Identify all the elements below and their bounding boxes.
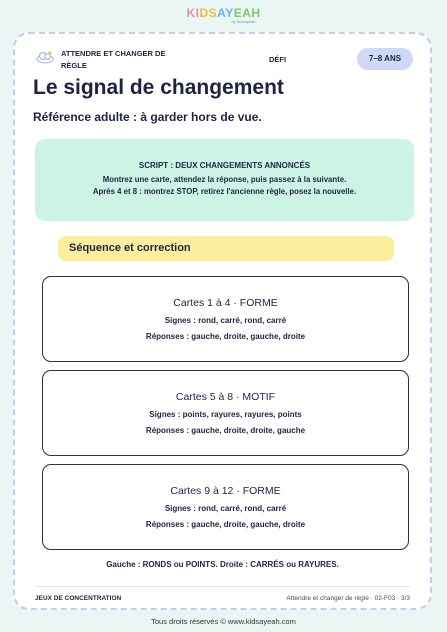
page-title: Le signal de changement	[33, 76, 284, 99]
answer-legend: Gauche : RONDS ou POINTS. Droite : CARRÉS ou RAYURES.	[106, 560, 339, 569]
card-signs: Signes : points, rayures, rayures, points	[149, 410, 302, 419]
brand-logo-part: EAH	[233, 6, 261, 20]
worksheet	[13, 32, 432, 610]
sequence-card-2	[42, 370, 409, 456]
script-line: Après 4 et 8 : montrez STOP, retirez l'ancienne règle, posez la nouvelle.	[92, 187, 357, 196]
card-title: Cartes 1 à 4 · FORME	[173, 297, 278, 309]
age-badge: 7–8 ANS	[357, 48, 413, 70]
section-title: Séquence et correction	[58, 236, 394, 261]
card-signs: Signes : rond, carré, rond, carré	[164, 504, 287, 513]
card-answers: Réponses : gauche, droite, gauche, droite	[145, 332, 306, 341]
script-title: SCRIPT : DEUX CHANGEMENTS ANNONCÉS	[138, 161, 311, 170]
header-type: DÉFI	[269, 55, 287, 64]
copyright: Tous droits réservés © www.kidsayeah.com	[151, 617, 296, 626]
brand-logo-part: AY	[217, 6, 234, 20]
brand-logo-part: DS	[199, 6, 218, 20]
sequence-card-1	[42, 276, 409, 362]
header-theme: ATTENDRE ET CHANGER DE RÈGLE	[61, 49, 166, 70]
page-subtitle: Référence adulte : à garder hors de vue.	[33, 110, 262, 124]
brand-logo	[0, 6, 447, 24]
script-line: Montrez une carte, attendez la réponse, puis passez à la suivante.	[102, 175, 347, 184]
footer-reference: Attendre et changer de règle · 02-F03 · 3/3	[286, 595, 410, 602]
script-box	[35, 139, 414, 221]
card-answers: Réponses : gauche, droite, droite, gauche	[145, 426, 306, 435]
card-answers: Réponses : gauche, droite, gauche, droite	[145, 520, 306, 529]
footer-divider	[35, 586, 410, 587]
card-signs: Signes : rond, carré, rond, carré	[164, 316, 287, 325]
brand-logo-part: KI	[186, 6, 200, 20]
sheet-header	[15, 44, 430, 72]
card-title: Cartes 5 à 8 · MOTIF	[175, 391, 276, 403]
brand-logo-sub: by Kidsayeah	[231, 19, 256, 24]
cloud-icon	[35, 50, 55, 64]
card-title: Cartes 9 à 12 · FORME	[170, 485, 281, 497]
sequence-card-3	[42, 464, 409, 550]
footer-category: JEUX DE CONCENTRATION	[35, 595, 122, 602]
